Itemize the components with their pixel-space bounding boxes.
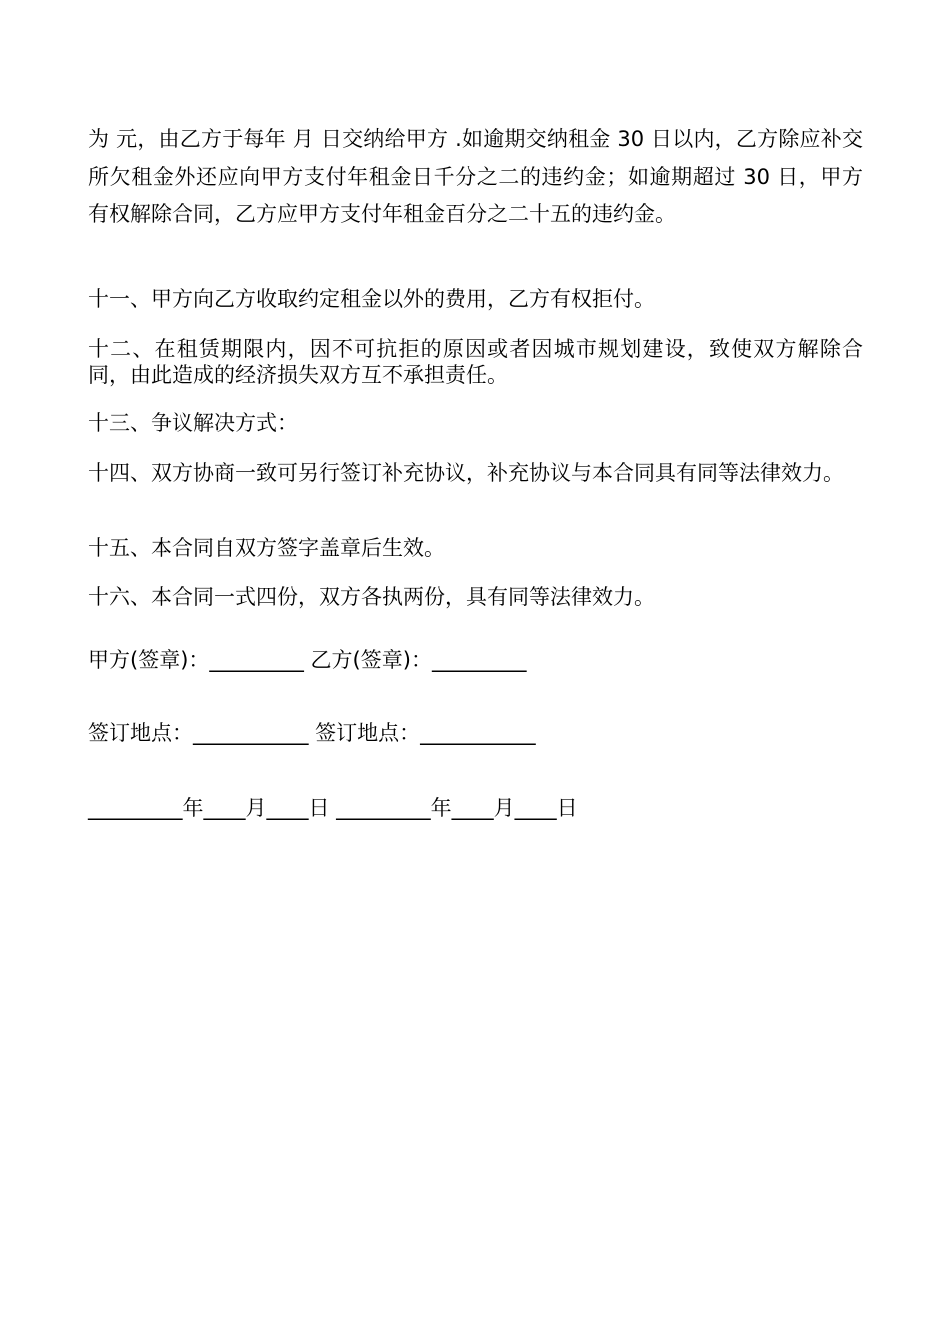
signature-line: 甲方(签章)：_________ 乙方(签章)：_________ [88, 648, 527, 672]
clause-15: 十五、本合同自双方签字盖章后生效。 [88, 536, 445, 560]
clause-13: 十三、争议解决方式： [88, 411, 298, 435]
clause-11: 十一、甲方向乙方收取约定租金以外的费用，乙方有权拒付。 [88, 287, 655, 311]
clause-12: 十二、在租赁期限内，因不可抗拒的原因或者因城市规划建设，致使双方解除合同，由此造成的经济损失双方互不承担责任。 [88, 337, 863, 387]
clause-16: 十六、本合同一式四份，双方各执两份，具有同等法律效力。 [88, 585, 655, 609]
clause-14: 十四、双方协商一致可另行签订补充协议，补充协议与本合同具有同等法律效力。 [88, 461, 844, 485]
signing-date-line: _________年____月____日 _________年____月____日 [88, 796, 578, 820]
clause-10-continued: 为 元，由乙方于每年 月 日交纳给甲方 .如逾期交纳租金 30 日以内，乙方除应补交所欠租金外还应向甲方支付年租金日千分之二的违约金；如逾期超过 30 日，甲方有权解除合同，乙方应甲方支付年租金百分之二十五的违约金。 [88, 127, 863, 226]
signing-location-line: 签订地点：___________ 签订地点：___________ [88, 721, 536, 745]
